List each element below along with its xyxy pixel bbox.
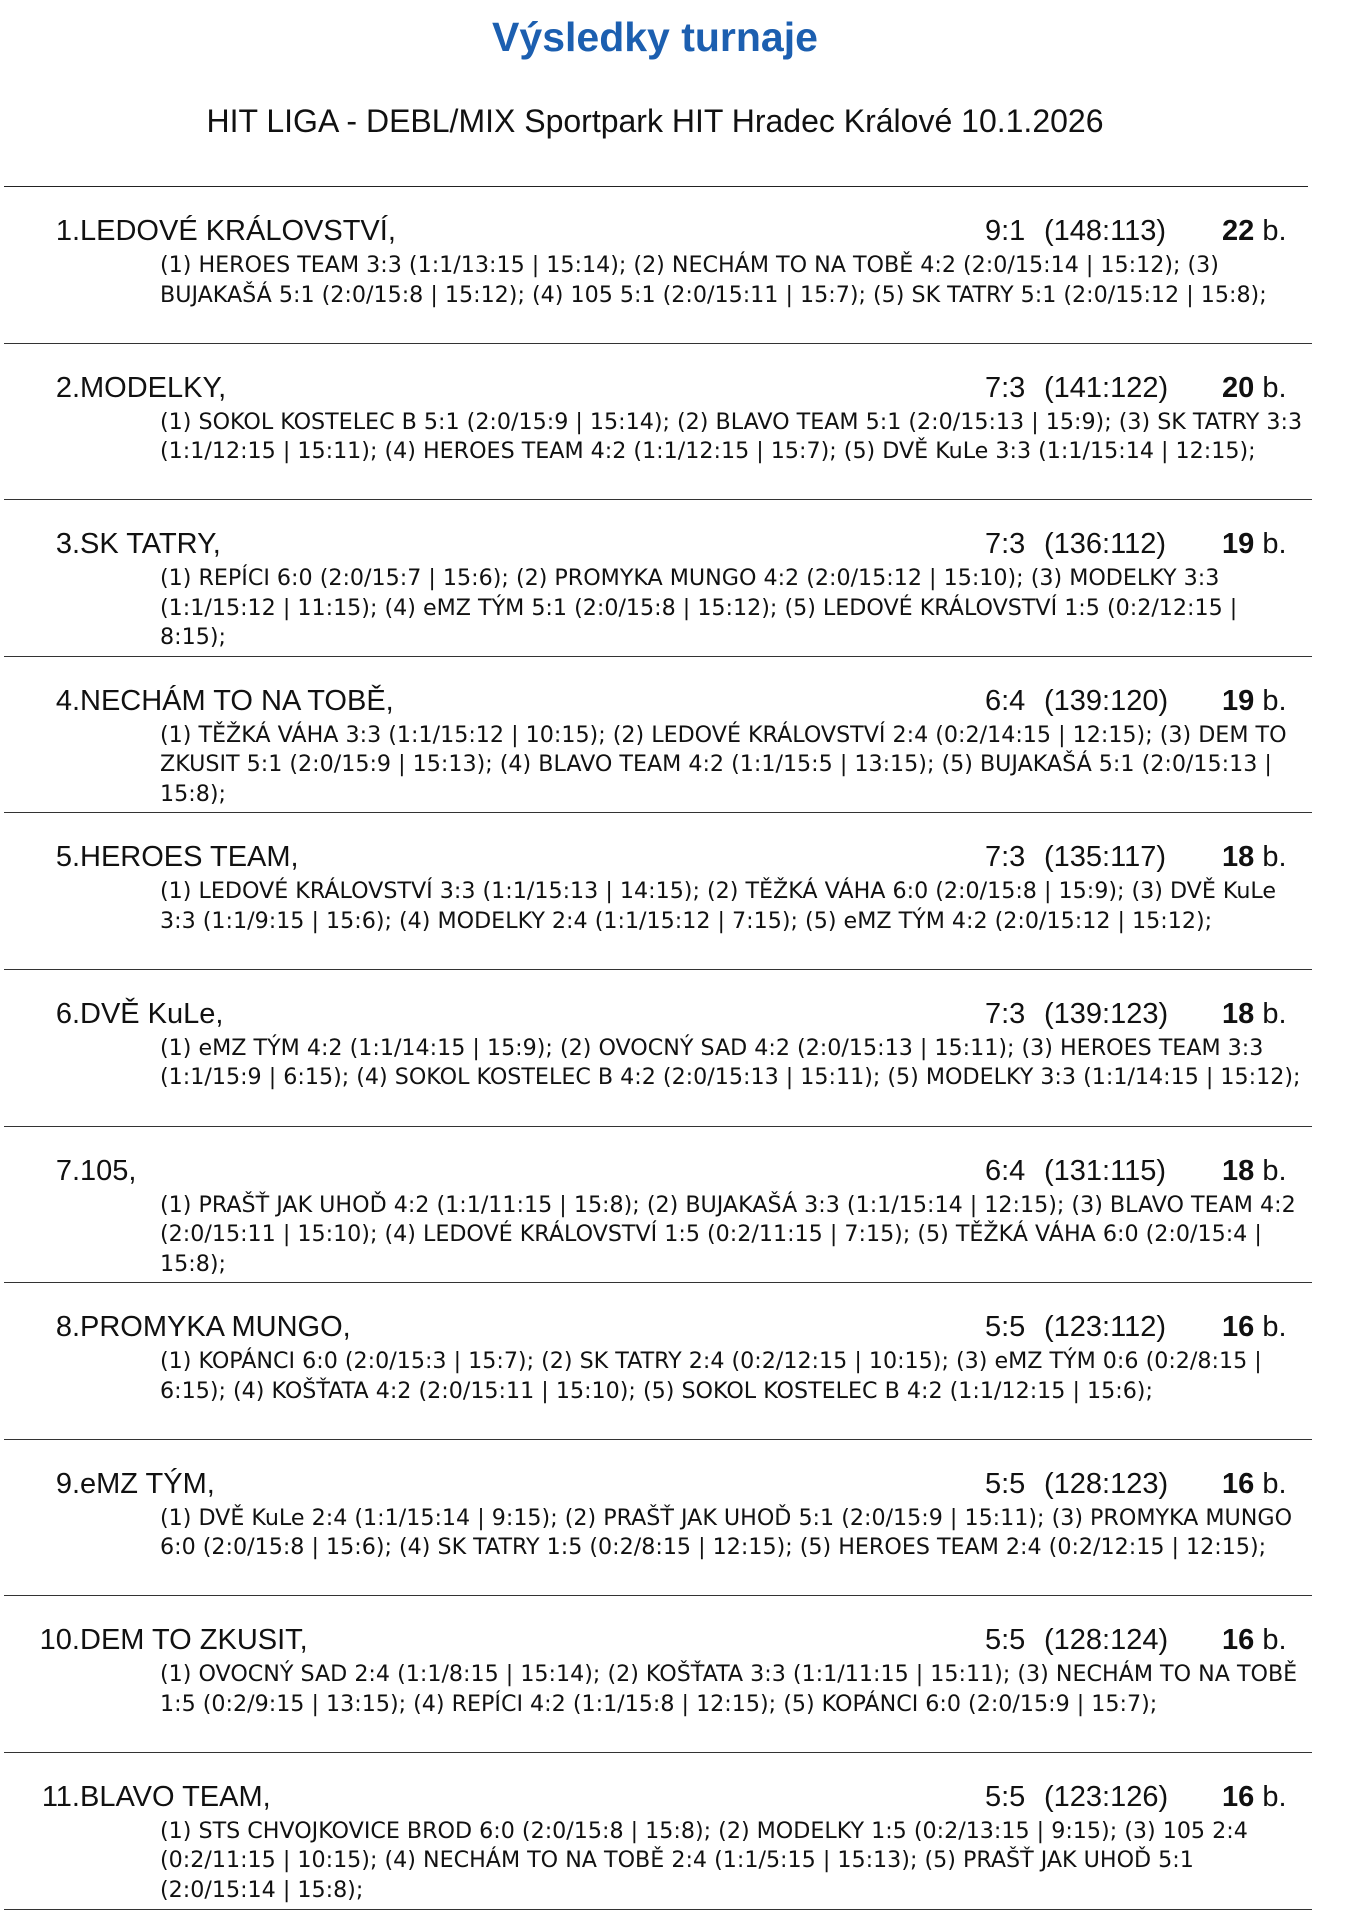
team-rank: 6.	[55, 997, 80, 1030]
team-header	[4, 372, 1308, 410]
team-matches: (1) HEROES TEAM 3:3 (1:1/13:15 | 15:14); (2) NECHÁM TO NA TOBĚ 4:2 (2:0/15:14 | 15:12); (3) BUJAKAŠÁ 5:1 (2:0/15:8 | 15:12); (4) 105 5:1 (2:0/15:11 | 15:7); (5) SK TATRY 5:1 (2:0/15:12 | 15:8);	[160, 252, 1267, 308]
team-ball-score: (135:117)	[1044, 841, 1166, 874]
team-name: 105,	[80, 1154, 137, 1187]
team-name: LEDOVÉ KRÁLOVSTVÍ,	[80, 215, 396, 247]
team-rank: 3.	[55, 528, 80, 561]
team-ball-score: (123:126)	[1044, 1780, 1169, 1813]
team-points	[1222, 1781, 1287, 1814]
team-matches: (1) PRAŠŤ JAK UHOĎ 4:2 (1:1/11:15 | 15:8); (2) BUJAKAŠÁ 3:3 (1:1/15:14 | 12:15); (3) BLAVO TEAM 4:2 (2:0/15:11 | 15:10); (4) LEDOVÉ KRÁLOVSTVÍ 1:5 (0:2/11:15 | 7:15); (5) TĚŽKÁ VÁHA 6:0 (2:0/15:4 | 15:8);	[160, 1191, 1296, 1277]
points-suffix: b.	[1262, 1624, 1287, 1657]
team-points-value: 19	[1222, 528, 1255, 561]
team-name: BLAVO TEAM,	[80, 1780, 271, 1813]
team-ball-score: (128:123)	[1044, 1467, 1169, 1500]
team-rank: 11.	[41, 1780, 80, 1813]
team-match-score: 6:4	[985, 1154, 1026, 1187]
team-matches: (1) KOPÁNCI 6:0 (2:0/15:3 | 15:7); (2) SK TATRY 2:4 (0:2/12:15 | 10:15); (3) eMZ TÝM 0:6 (0:2/8:15 | 6:15); (4) KOŠŤATA 4:2 (2:0/15:11 | 15:10); (5) SOKOL KOSTELEC B 4:2 (1:1/12:15 | 15:6);	[160, 1348, 1262, 1404]
team-header	[4, 215, 1308, 253]
team-name: PROMYKA MUNGO,	[80, 1311, 351, 1344]
team-rank: 10.	[39, 1624, 80, 1657]
team-match-score: 7:3	[985, 528, 1026, 561]
team-points	[1222, 1311, 1287, 1344]
team-header	[4, 1781, 1308, 1819]
team-ball-score: (123:112)	[1044, 1311, 1166, 1344]
team-ball-score: (148:113)	[1044, 215, 1166, 247]
points-suffix: b.	[1262, 1154, 1287, 1187]
team-ball-score: (131:115)	[1044, 1154, 1166, 1187]
tournament-subtitle: HIT LIGA - DEBL/MIX Sportpark HIT Hradec Králové 10.1.2026	[206, 103, 1104, 139]
team-points-value: 16	[1222, 1780, 1255, 1813]
team-header	[4, 1468, 1308, 1506]
team-rank: 2.	[55, 371, 80, 404]
team-points-value: 18	[1222, 997, 1255, 1030]
team-header	[4, 841, 1308, 879]
team-result	[4, 1127, 1312, 1284]
points-suffix: b.	[1262, 1311, 1287, 1344]
team-name: DEM TO ZKUSIT,	[80, 1624, 308, 1657]
team-result	[4, 1283, 1312, 1440]
team-points	[1222, 1624, 1287, 1657]
team-points-value: 16	[1222, 1624, 1255, 1657]
points-suffix: b.	[1262, 215, 1287, 247]
team-match-score: 7:3	[985, 371, 1026, 404]
team-matches: (1) TĚŽKÁ VÁHA 3:3 (1:1/15:12 | 10:15); (2) LEDOVÉ KRÁLOVSTVÍ 2:4 (0:2/14:15 | 12:15); (3) DEM TO ZKUSIT 5:1 (2:0/15:9 | 15:13); (4) BLAVO TEAM 4:2 (1:1/15:5 | 13:15); (5) BUJAKAŠÁ 5:1 (2:0/15:13 | 15:8);	[160, 721, 1287, 807]
points-suffix: b.	[1262, 371, 1287, 404]
team-result	[4, 1440, 1312, 1597]
team-ball-score: (139:120)	[1044, 684, 1169, 717]
team-rank: 8.	[55, 1311, 80, 1344]
points-suffix: b.	[1262, 1780, 1287, 1813]
team-rank: 7.	[55, 1154, 80, 1187]
team-result	[4, 187, 1312, 344]
team-result	[4, 657, 1312, 814]
team-result	[4, 500, 1312, 657]
team-header	[4, 1624, 1308, 1662]
team-match-score: 6:4	[985, 684, 1026, 717]
points-suffix: b.	[1262, 997, 1287, 1030]
team-rank: 5.	[55, 841, 80, 874]
team-matches: (1) LEDOVÉ KRÁLOVSTVÍ 3:3 (1:1/15:13 | 14:15); (2) TĚŽKÁ VÁHA 6:0 (2:0/15:8 | 15:9); (3) DVĚ KuLe 3:3 (1:1/9:15 | 15:6); (4) MODELKY 2:4 (1:1/15:12 | 7:15); (5) eMZ TÝM 4:2 (2:0/15:12 | 15:12);	[160, 878, 1277, 934]
results-list	[0, 187, 1354, 1910]
team-points-value: 16	[1222, 1311, 1255, 1344]
team-ball-score: (141:122)	[1044, 371, 1169, 404]
points-suffix: b.	[1262, 1467, 1287, 1500]
team-ball-score: (136:112)	[1044, 528, 1166, 561]
team-matches: (1) REPÍCI 6:0 (2:0/15:7 | 15:6); (2) PROMYKA MUNGO 4:2 (2:0/15:12 | 15:10); (3) MODELKY 3:3 (1:1/15:12 | 11:15); (4) eMZ TÝM 5:1 (2:0/15:8 | 15:12); (5) LEDOVÉ KRÁLOVSTVÍ 1:5 (0:2/12:15 | 8:15);	[160, 565, 1238, 651]
team-result	[4, 970, 1312, 1127]
team-points	[1222, 528, 1287, 561]
team-result	[4, 1753, 1312, 1910]
team-name: HEROES TEAM,	[80, 841, 299, 874]
team-header	[4, 528, 1308, 566]
team-points-value: 16	[1222, 1467, 1255, 1500]
team-header	[4, 685, 1308, 723]
team-points	[1222, 998, 1287, 1031]
team-ball-score: (128:124)	[1044, 1624, 1169, 1657]
points-suffix: b.	[1262, 528, 1287, 561]
team-name: SK TATRY,	[80, 528, 221, 561]
team-match-score: 7:3	[985, 997, 1026, 1030]
team-match-score: 5:5	[985, 1467, 1026, 1500]
team-match-score: 5:5	[985, 1311, 1026, 1344]
team-matches: (1) eMZ TÝM 4:2 (1:1/14:15 | 15:9); (2) OVOCNÝ SAD 4:2 (2:0/15:13 | 15:11); (3) HEROES TEAM 3:3 (1:1/15:9 | 6:15); (4) SOKOL KOSTELEC B 4:2 (2:0/15:13 | 15:11); (5) MODELKY 3:3 (1:1/14:15 | 15:12);	[160, 1034, 1301, 1091]
team-points-value: 19	[1222, 684, 1255, 717]
team-matches: (1) STS CHVOJKOVICE BROD 6:0 (2:0/15:8 | 15:8); (2) MODELKY 1:5 (0:2/13:15 | 9:15); (3) 105 2:4 (0:2/11:15 | 10:15); (4) NECHÁM TO NA TOBĚ 2:4 (1:1/5:15 | 15:13); (5) PRAŠŤ JAK UHOĎ 5:1 (2:0/15:14 | 15:8);	[160, 1817, 1248, 1903]
team-name: NECHÁM TO NA TOBĚ,	[80, 684, 394, 717]
team-name: MODELKY,	[80, 371, 227, 404]
team-points-value: 20	[1222, 371, 1255, 404]
team-header	[4, 1155, 1308, 1193]
team-match-score: 5:5	[985, 1624, 1026, 1657]
team-header	[4, 998, 1308, 1036]
team-result	[4, 813, 1312, 970]
points-suffix: b.	[1262, 684, 1287, 717]
team-points-value: 18	[1222, 1154, 1255, 1187]
team-name: DVĚ KuLe,	[80, 997, 224, 1030]
team-ball-score: (139:123)	[1044, 997, 1169, 1030]
points-suffix: b.	[1262, 841, 1287, 874]
team-points	[1222, 1155, 1287, 1188]
page-title: Výsledky turnaje	[492, 14, 818, 60]
team-points	[1222, 1468, 1287, 1501]
team-points	[1222, 215, 1287, 248]
team-rank: 9.	[55, 1467, 80, 1500]
team-matches: (1) DVĚ KuLe 2:4 (1:1/15:14 | 9:15); (2) PRAŠŤ JAK UHOĎ 5:1 (2:0/15:9 | 15:11); (3) PROMYKA MUNGO 6:0 (2:0/15:8 | 15:6); (4) SK TATRY 1:5 (0:2/8:15 | 12:15); (5) HEROES TEAM 2:4 (0:2/12:15 | 12:15);	[160, 1504, 1293, 1561]
team-match-score: 9:1	[985, 215, 1026, 247]
team-match-score: 7:3	[985, 841, 1026, 874]
team-result	[4, 344, 1312, 501]
team-points	[1222, 685, 1287, 718]
team-name: eMZ TÝM,	[80, 1467, 215, 1500]
team-rank: 4.	[55, 684, 80, 717]
team-points-value: 22	[1222, 215, 1255, 247]
team-matches: (1) SOKOL KOSTELEC B 5:1 (2:0/15:9 | 15:14); (2) BLAVO TEAM 5:1 (2:0/15:13 | 15:9); (3) SK TATRY 3:3 (1:1/12:15 | 15:11); (4) HEROES TEAM 4:2 (1:1/12:15 | 15:7); (5) DVĚ KuLe 3:3 (1:1/15:14 | 12:15);	[160, 408, 1303, 465]
team-points	[1222, 841, 1287, 874]
team-header	[4, 1311, 1308, 1349]
team-matches: (1) OVOCNÝ SAD 2:4 (1:1/8:15 | 15:14); (2) KOŠŤATA 3:3 (1:1/11:15 | 15:11); (3) NECHÁM TO NA TOBĚ 1:5 (0:2/9:15 | 13:15); (4) REPÍCI 4:2 (1:1/15:8 | 12:15); (5) KOPÁNCI 6:0 (2:0/15:9 | 15:7);	[160, 1661, 1298, 1717]
team-points	[1222, 372, 1287, 405]
team-rank: 1.	[55, 215, 80, 247]
team-result	[4, 1596, 1312, 1753]
team-points-value: 18	[1222, 841, 1255, 874]
team-match-score: 5:5	[985, 1780, 1026, 1813]
